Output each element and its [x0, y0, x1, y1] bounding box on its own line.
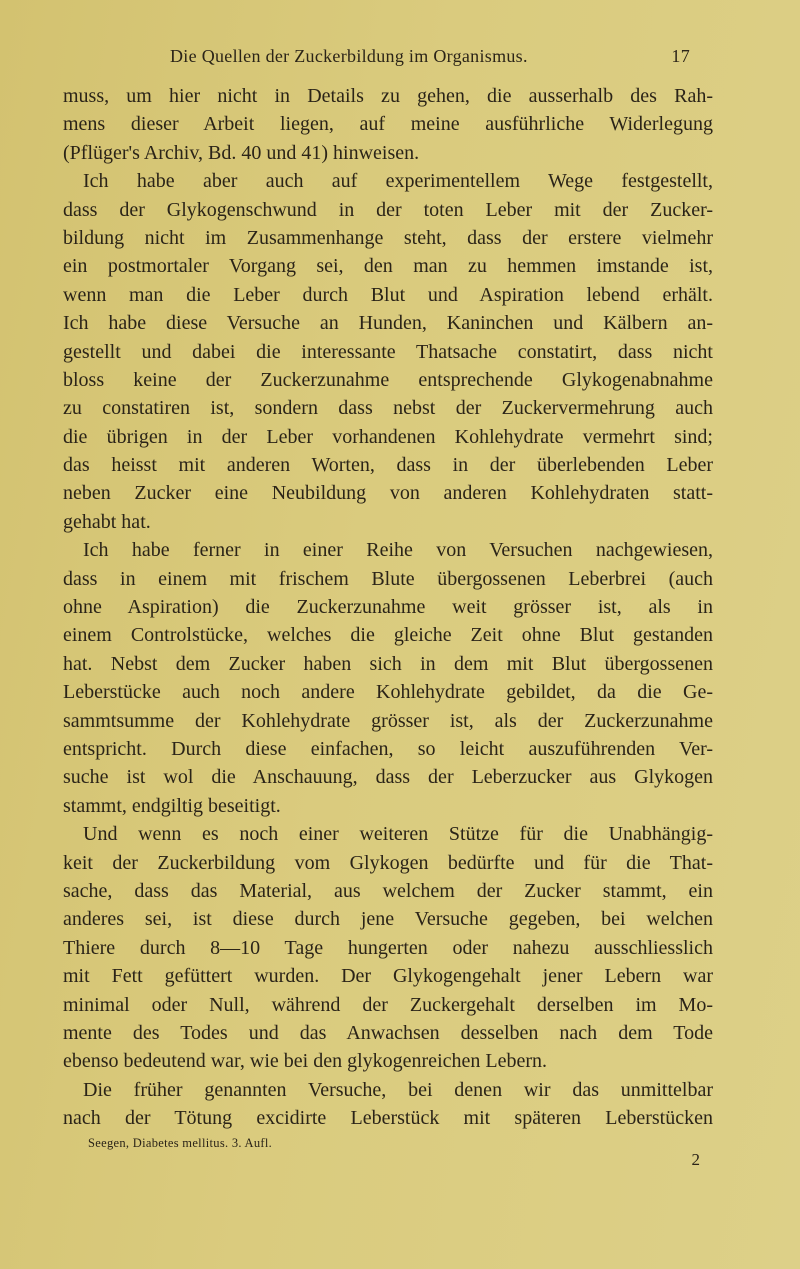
text-line: sache, dass das Material, aus welchem der Zucker stammt, ein	[63, 879, 713, 902]
text-line: bloss keine der Zuckerzunahme entsprechende Glykogenabnahme	[63, 368, 713, 391]
text-line: keit der Zuckerbildung vom Glykogen bedürfte und für die That-	[63, 851, 713, 874]
text-line: neben Zucker eine Neubildung von anderen Kohlehydraten statt-	[63, 482, 713, 505]
text-line: ein postmortaler Vorgang sei, den man zu hemmen imstande ist,	[63, 255, 713, 278]
text-line: muss, um hier nicht in Details zu gehen, die ausserhalb des Rah-	[63, 85, 713, 107]
text-line: die übrigen in der Leber vorhandenen Kohlehydrate vermehrt sind;	[63, 425, 713, 448]
text-line: Die früher genannten Versuche, bei denen wir das unmittelbar	[83, 1078, 713, 1101]
text-line: Und wenn es noch einer weiteren Stütze für die Unabhängig-	[83, 823, 713, 846]
text-line: Ich habe aber auch auf experimentellem Wege festgestellt,	[83, 170, 713, 193]
printer-signature: Seegen, Diabetes mellitus. 3. Aufl.	[88, 1136, 273, 1150]
text-line: entspricht. Durch diese einfachen, so leicht auszuführenden Ver-	[63, 737, 713, 760]
text-line: Thiere durch 8—10 Tage hungerten oder nahezu ausschliesslich	[63, 936, 713, 959]
text-line: minimal oder Null, während der Zuckergehalt derselben im Mo-	[63, 993, 713, 1016]
text-line: suche ist wol die Anschauung, dass der Leberzucker aus Glykogen	[63, 766, 713, 789]
text-line: Leberstücke auch noch andere Kohlehydrate gebildet, da die Ge-	[63, 681, 713, 704]
text-line: wenn man die Leber durch Blut und Aspiration lebend erhält.	[63, 283, 713, 306]
text-line: bildung nicht im Zusammenhange steht, dass der erstere vielmehr	[63, 226, 713, 249]
text-line: einem Controlstücke, welches die gleiche Zeit ohne Blut gestanden	[63, 624, 713, 647]
footer	[88, 1136, 700, 1172]
page-number: 17	[671, 46, 690, 66]
text-line: ohne Aspiration) die Zuckerzunahme weit grösser ist, als in	[63, 596, 713, 619]
text-line: ebenso bedeutend war, wie bei den glykogenreichen Lebern.	[63, 1050, 548, 1073]
text-line: sammtsumme der Kohlehydrate grösser ist, als der Zuckerzunahme	[63, 709, 713, 732]
running-header	[170, 44, 690, 68]
text-line: nach der Tötung excidirte Leberstück mit späteren Leberstücken	[63, 1107, 713, 1130]
text-line: das heisst mit anderen Worten, dass in der überlebenden Leber	[63, 454, 713, 477]
text-line: mit Fett gefüttert wurden. Der Glykogengehalt jener Lebern war	[63, 965, 713, 988]
text-line: Ich habe ferner in einer Reihe von Versuchen nachgewiesen,	[83, 539, 713, 562]
running-title: Die Quellen der Zuckerbildung im Organismus.	[170, 46, 528, 66]
body-text	[63, 82, 713, 1132]
text-line: Ich habe diese Versuche an Hunden, Kaninchen und Kälbern an-	[63, 312, 713, 335]
text-line: dass in einem mit frischem Blute übergossenen Leberbrei (auch	[63, 567, 713, 590]
text-line: dass der Glykogenschwund in der toten Leber mit der Zucker-	[63, 198, 713, 221]
text-line: (Pflüger's Archiv, Bd. 40 und 41) hinweisen.	[63, 141, 420, 164]
text-line: mens dieser Arbeit liegen, auf meine ausführliche Widerlegung	[63, 113, 713, 136]
text-line: hat. Nebst dem Zucker haben sich in dem mit Blut übergossenen	[63, 652, 713, 675]
text-line: gestellt und dabei die interessante Thatsache constatirt, dass nicht	[63, 340, 713, 363]
text-line: anderes sei, ist diese durch jene Versuche gegeben, bei welchen	[63, 908, 713, 931]
sheet-number: 2	[691, 1150, 700, 1169]
text-line: zu constatiren ist, sondern dass nebst der Zuckervermehrung auch	[63, 397, 713, 420]
text-line: stammt, endgiltig beseitigt.	[63, 794, 281, 817]
text-line: gehabt hat.	[63, 510, 151, 533]
text-line: mente des Todes und das Anwachsen desselben nach dem Tode	[63, 1021, 713, 1044]
